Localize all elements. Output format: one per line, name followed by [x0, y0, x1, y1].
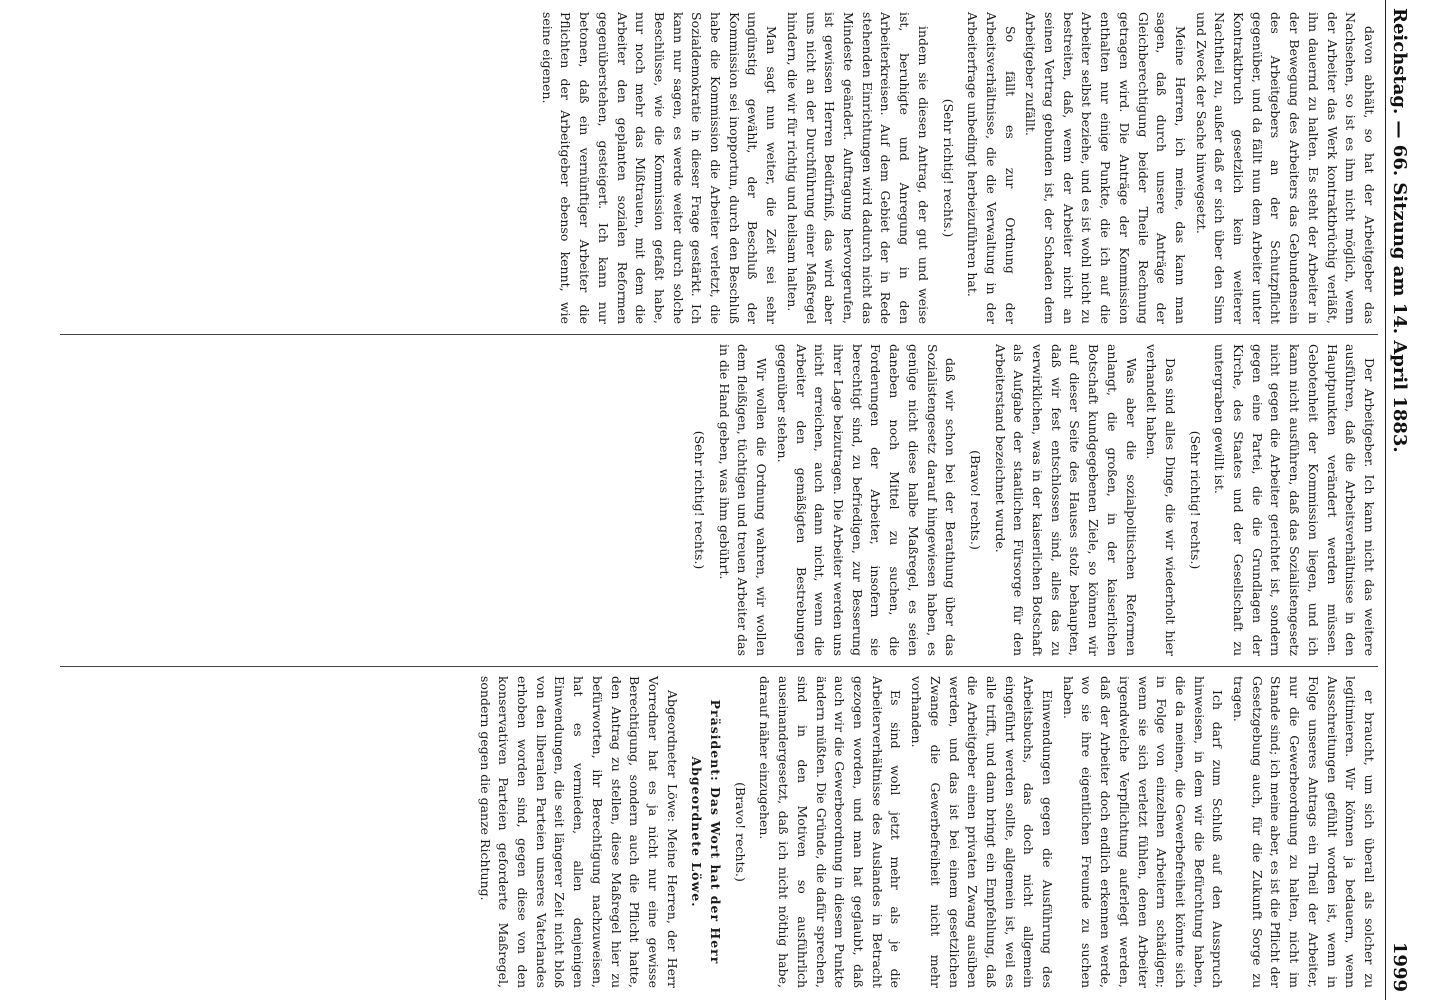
digitization-credit: [0, 0, 2, 1000]
interjection: (Bravo! rechts.): [967, 450, 983, 550]
column-c: [473, 676, 1378, 988]
interjection: (Bravo! rechts.): [732, 782, 748, 882]
column-b: [683, 344, 1378, 656]
page-number: 1999: [1389, 941, 1410, 992]
paragraph: daß wir schon bei der Berathung über das Sozialistengesetz darauf hingewiesen haben, es genüge nicht diese halbe Maßregel, es seien daneben noch Mittel zu suchen, die Forderungen der Arbeiter, insofern sie berechtigt sind, zu befriedigen, zur Besserung ihrer Lage beizutragen. Die Arbeiter werden uns nicht erreichen, auch dann nicht, wenn die Arbeiter den gemäßigten Bestrebungen gegenüber stehen.: [774, 344, 959, 656]
paragraph: er braucht, um sich überall als solcher zu legitimieren. Wir können ja bedauern, wenn Ausschreitungen gefühlt worden ist, wenn in Folge unseres Antrags ein Theil der Arbeiter, nur die Gewerbeordnung zu halten, nicht im Stande sind; ich meine aber, es ist die Pflicht der Gesetzgebung auch, für die Zukunft Sorge zu tragen.: [1231, 676, 1377, 988]
column-divider: [60, 334, 1378, 335]
running-header: [1385, 0, 1412, 1000]
paragraph: Einwendungen gegen die Ausführung des Arbeitsbuchs, das doch nicht allgemein eingeführt werden sollte, allgemein ist, weil es alle trifft, und dann bringt ein Empfehlung, daß die Arbeitgeber einen privaten Zwang ausüben werden, und das ist bei einem gesetzlichen Zwange die Gewerbefreiheit nicht mehr vorhanden.: [909, 676, 1056, 988]
left-margin-strip: [0, 0, 22, 1000]
paragraph: Abgeordneter Löwe: Meine Herren, der Herr Vorredner hat es ja nicht nur eine gewisse Berechtigung, sondern auch die Pflicht hatte, den Antrag zu stellen, diese Maßregel hier zu befürworten, ihr Berechtigung nachzuweisen, hat es vermieden, allen denjenigen Einwendungen, die seit längerer Zeit nicht bloß von den liberalen Parteien unseres Vaterlandes erhoben worden sind, gegen diese von den konservativen Parteien geforderte Maßregel, sondern gegen die ganze Richtung.: [477, 676, 680, 988]
column-a: [535, 12, 1378, 324]
paragraph: Es sind wohl jetzt mehr als je die Arbeiterverhältnisse des Auslandes in Betracht gezogen worden, und man hat geglaubt, daß auch wir die Gewerbeordnung in diesem Punkte ändern müßten. Die Gründe, die dafür sprechen, sind in den Motiven so ausführlich auseinandergesetzt, daß ich nicht nöthig habe, darauf näher einzugehen.: [757, 676, 904, 988]
interjection: (Sehr richtig! rechts.): [940, 98, 956, 238]
speaker-line: Präsident: Das Wort hat der Herr Abgeordnete Löwe.: [689, 699, 724, 965]
header-title: Reichstag. — 66. Sitzung am 14. April 1883.: [1389, 8, 1410, 453]
paragraph: Wir wollen die Ordnung wahren, wir wollen dem fleißigen, tüchtigen und treuen Arbeiter das in die Hand geben, was ihm gebührt.: [716, 344, 770, 656]
interjection: (Sehr richtig! rechts.): [1187, 430, 1203, 570]
interjection: (Sehr richtig! rechts.): [692, 430, 708, 570]
paragraph: Ich darf zum Schluß auf den Ausspruch hinweisen, in dem wir die Befürchtung haben, die da meinen, die Gewerbefreiheit könnte sich in Folge von einzelnen Arbeitern schädigen; wenn sie sich verletzt fühlen, denen Arbeiter irgendwelche Verpflichtung auferlegt werden, daß der Arbeiter doch endlich erkennen werde, wo sie ihre eigentlichen Freunde zu suchen haben.: [1060, 676, 1226, 988]
paragraph: Meine Herren, ich meine, das kann man sagen, daß durch unsere Anträge der Gleichberechtigung beider Theile Rechnung getragen wird. Die Anträge der Kommission enthalten nur einige Punkte, die ich auf die Arbeiter selbst beziehe, und es ist wohl nicht zu bestreiten, daß, wenn der Arbeiter nicht an seinen Vertrag gebunden ist, der Schaden dem Arbeitgeber zufällt.: [1023, 12, 1188, 324]
paragraph: Was aber die sozialpolitischen Reformen anlangt, die großen, in der kaiserlichen Botschaft kundgegebenen Ziele, so können wir auf dieser Seite des Hauses stolz behaupten, daß wir fest entschlossen sind, alles das zu verwirklichen, was in der kaiserlichen Botschaft als Aufgabe der staatlichen Fürsorge für den Arbeiterstand bezeichnet wurde.: [992, 344, 1139, 656]
paragraph: Der Arbeitgeber. Ich kann nicht das weitere ausführen, daß die Arbeitsverhältnisse in den Hauptpunkten verändert werden müssen. Gebotenheit der Kommission liegen, und ich kann nicht ausführen, daß das Sozialistengesetz nicht gegen die Arbeiter gerichtet ist, sondern gegen eine Partei, die die Grundlagen der Kirche, des Staates und der Gesellschaft zu untergraben gewillt ist.: [1212, 344, 1377, 656]
paragraph: Man sagt nun weiter, die Zeit sei sehr ungünstig gewählt, der Beschluß der Kommission sei inopportun, durch den Beschluß habe die Kommission die Arbeiter verletzt, die Sozialdemokratie in dieser Frage gestärkt. Ich kann nur sagen, es werde weiter durch solche Beschlüsse, wie die Kommission gefaßt habe, nur noch mehr das Mißtrauen, mit dem die Arbeiter den geplanten sozialen Reformen gegenüberstehen, gesteigert. Ich kann nur betonen, daß ein vernünftiger Arbeiter die Pflichten der Arbeitgeber ebenso kennt, wie seine eigenen.: [539, 12, 780, 324]
scanned-page: [46, 0, 1418, 1000]
paragraph: davon abhält, so hat der Arbeitgeber das Nachsehen, so ist es ihm nicht möglich, wenn der Arbeiter das Werk kontraktbrüchig verläßt, ihn dauernd zu halten. Es steht der Arbeiter in der Bewegung des Arbeiters das Gebundensein des Arbeitgebers an der Schutzpflicht gegenüber, und da fällt nun dem Arbeiter unter Kontraktbruch gesetzlich kein weiterer Nachtheil zu, außer daß er sich über den Sinn und Zweck der Sache hinwegsetzt.: [1193, 12, 1377, 324]
paragraph: indem sie diesen Antrag, der gut und weise ist, beruhigte und Anregung in den Arbeiterkreisen. Auf dem Gebiet der in Rede stehenden Einrichtungen wird dadurch nicht das Mindeste geändert. Auftragung hervorgerufen, ist gewissen Herren Bedürfniß, das wird aber uns nicht an der Durchführung einer Maßregel hindern, die wir für richtig und heilsam halten.: [784, 12, 931, 324]
column-divider: [60, 666, 1378, 667]
page-content-rotated: [46, 0, 1418, 1000]
paragraph: Das sind alles Dinge, die wir wiederholt hier verhandelt haben.: [1144, 344, 1178, 656]
paragraph: So fällt es zur Ordnung der Arbeitsverhältnisse, die die Verwaltung in der Arbeiterfrage unbedingt herbeizuführen hat.: [965, 12, 1018, 324]
